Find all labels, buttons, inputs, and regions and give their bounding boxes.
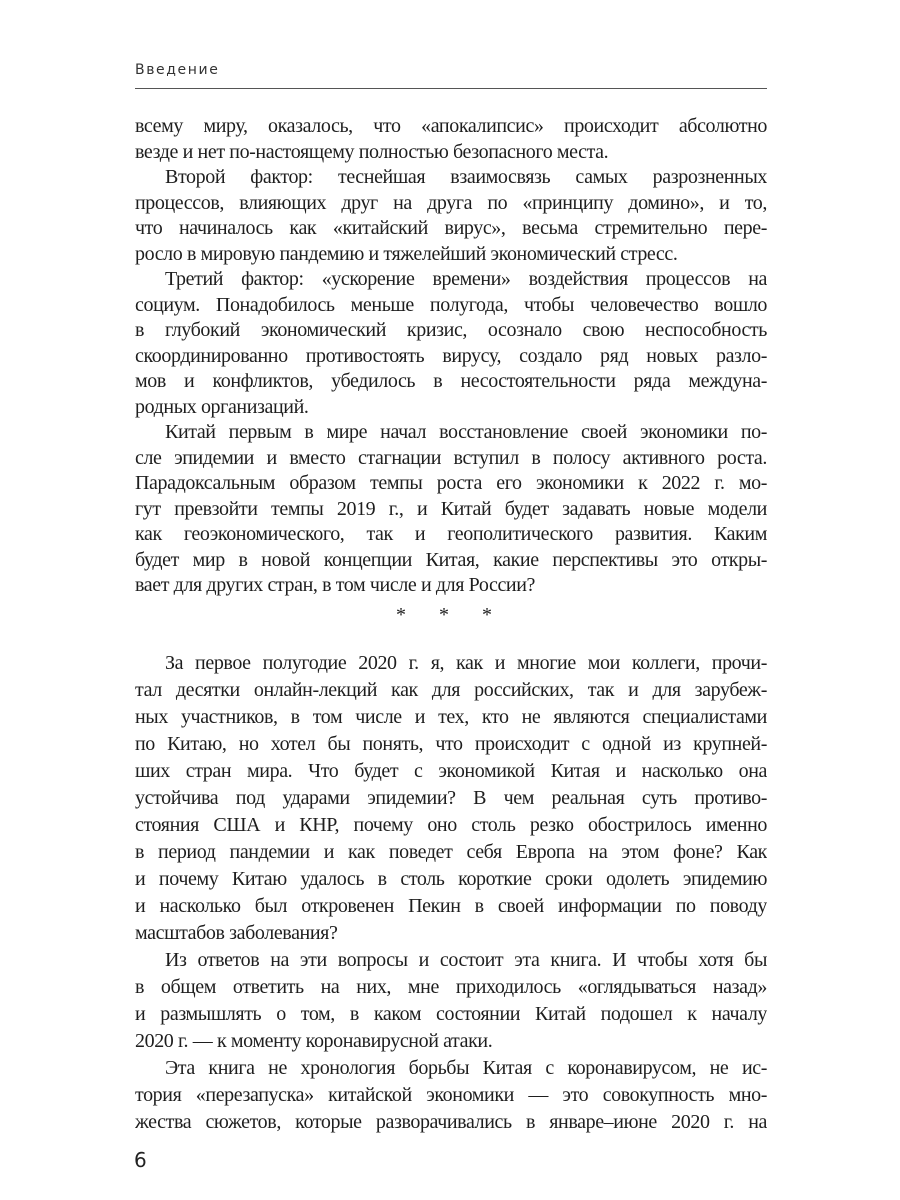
text-line: ших стран мира. Что будет с экономикой Китая и насколько она	[135, 759, 767, 782]
text-line: процессов, влияющих друг на друга по «принципу домино», и то,	[135, 191, 767, 214]
text-line: и насколько был откровенен Пекин в своей информации по поводу	[135, 894, 767, 917]
paragraph	[135, 420, 767, 599]
text-line: в общем ответить на них, мне приходилось «оглядываться назад»	[135, 975, 767, 998]
text-line: в глубокий экономический кризис, осознало свою неспособность	[135, 319, 767, 341]
text-line: Китай первым в мире начал восстановление своей экономики по-	[165, 421, 767, 443]
section-separator: * * *	[396, 603, 506, 626]
text-line: За первое полугодие 2020 г. я, как и многие мои коллеги, прочи-	[165, 651, 767, 674]
text-line: и почему Китаю удалось в столь короткие сроки одолеть эпидемию	[135, 867, 767, 890]
body-text	[135, 114, 767, 1136]
text-line: везде и нет по-настоящему полностью безопасного места.	[135, 140, 609, 163]
text-line: тория «перезапуска» китайской экономики — это совокупность мно-	[135, 1083, 767, 1106]
paragraph	[135, 267, 767, 420]
text-line: росло в мировую пандемию и тяжелейший экономический стресс.	[135, 242, 678, 265]
page-number: 6	[134, 1148, 147, 1172]
text-line: Из ответов на эти вопросы и состоит эта книга. И чтобы хотя бы	[165, 948, 767, 971]
text-line: всему миру, оказалось, что «апокалипсис» происходит абсолютно	[135, 115, 767, 137]
text-line: устойчива под ударами эпидемии? В чем реальная суть противо-	[135, 786, 767, 809]
text-line: и размышлять о том, в каком состоянии Китай подошел к началу	[135, 1002, 767, 1025]
paragraph	[135, 114, 767, 165]
text-line: тал десятки онлайн-лекций как для российских, так и для зарубеж-	[135, 678, 767, 701]
paragraph	[135, 947, 767, 1055]
text-line: Второй фактор: теснейшая взаимосвязь самых разрозненных	[165, 166, 767, 188]
text-line: как геоэкономического, так и геополитического развития. Каким	[135, 523, 767, 545]
text-line: будет мир в новой концепции Китая, какие перспективы это откры-	[135, 548, 767, 571]
text-line: жества сюжетов, которые разворачивались в январе–июне 2020 г. на	[135, 1110, 767, 1133]
paragraph	[135, 650, 767, 947]
text-line: ных участников, в том числе и тех, кто не являются специалистами	[135, 705, 767, 728]
text-line: масштабов заболевания?	[135, 921, 338, 944]
text-line: Парадоксальным образом темпы роста его экономики к 2022 г. мо-	[135, 472, 767, 494]
text-line: мов и конфликтов, убедилось в несостоятельности ряда междуна-	[135, 370, 767, 392]
text-line: по Китаю, но хотел бы понять, что происходит с одной из крупней-	[135, 732, 767, 755]
paragraph	[135, 165, 767, 267]
text-line: 2020 г. — к моменту коронавирусной атаки.	[135, 1029, 493, 1052]
text-line: родных организаций.	[135, 395, 309, 418]
text-line: что начиналось как «китайский вирус», весьма стремительно пере-	[135, 217, 767, 239]
header-rule	[135, 88, 767, 89]
text-line: Эта книга не хронология борьбы Китая с коронавирусом, не ис-	[165, 1056, 767, 1079]
paragraph	[135, 1055, 767, 1136]
text-line: Третий фактор: «ускорение времени» воздействия процессов на	[165, 268, 767, 290]
text-line: скоординированно противостоять вирусу, создало ряд новых разло-	[135, 344, 767, 367]
text-line: вает для других стран, в том числе и для России?	[135, 574, 535, 596]
text-line: стояния США и КНР, почему оно столь резко обострилось именно	[135, 813, 767, 836]
running-head: Введение	[135, 62, 220, 78]
text-line: в период пандемии и как поведет себя Европа на этом фоне? Как	[135, 840, 767, 863]
text-line: социум. Понадобилось меньше полугода, чтобы человечество вошло	[135, 293, 767, 316]
text-line: гут превзойти темпы 2019 г., и Китай будет задавать новые модели	[135, 497, 767, 520]
text-line: сле эпидемии и вместо стагнации вступил в полосу активного роста.	[135, 446, 767, 469]
